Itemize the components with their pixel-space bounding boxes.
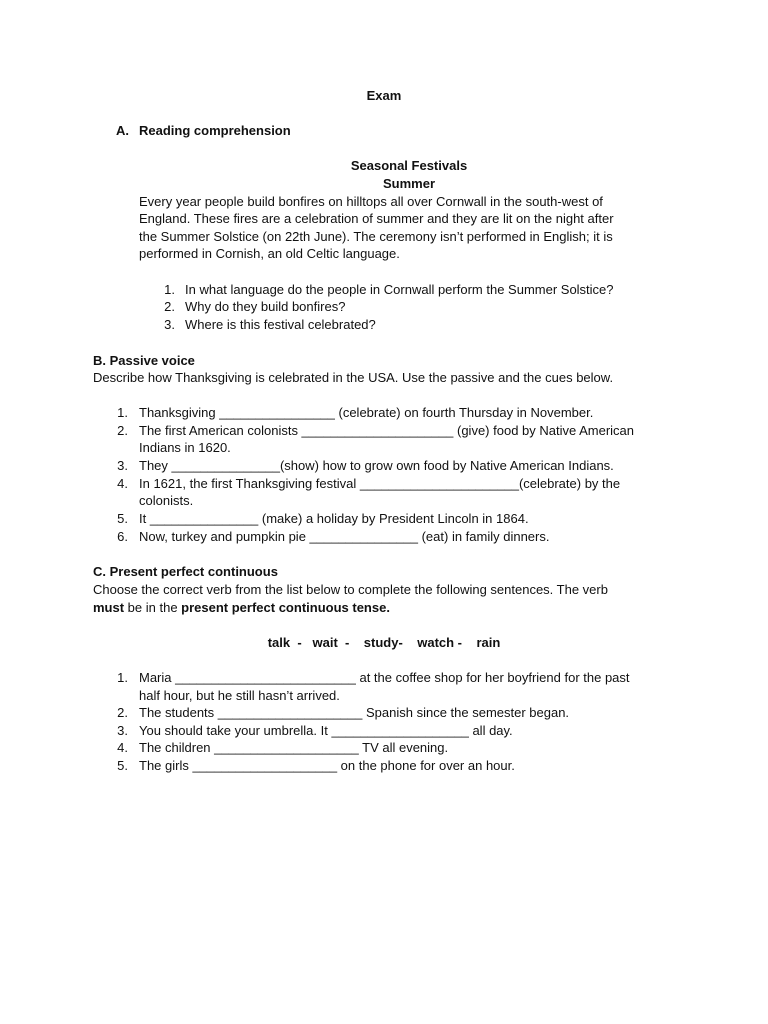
reading-title: Seasonal Festivals — [350, 158, 468, 173]
tense-emphasis: present perfect continuous tense. — [181, 600, 390, 615]
item-number: 4. — [117, 476, 128, 491]
exercise-item-continuation: colonists. — [139, 493, 194, 508]
exercise-item: Maria _________________________ at the coffee shop for her boyfriend for the past — [139, 670, 630, 685]
exercise-item-continuation: Indians in 1620. — [139, 440, 231, 455]
verb-list: talk - wait - study- watch - rain — [267, 635, 501, 650]
question-text: Where is this festival celebrated? — [185, 317, 376, 332]
item-number: 5. — [117, 758, 128, 773]
paragraph-line: Every year people build bonfires on hilltops all over Cornwall in the south-west of — [139, 194, 603, 209]
exercise-item: Thanksgiving ________________ (celebrate) on fourth Thursday in November. — [139, 405, 594, 420]
section-a-marker: A. — [116, 123, 129, 138]
item-number: 6. — [117, 529, 128, 544]
question-text: In what language do the people in Cornwall perform the Summer Solstice? — [185, 282, 614, 297]
exercise-item: They _______________(show) how to grow own food by Native American Indians. — [139, 458, 614, 473]
exercise-item: The students ____________________ Spanish since the semester began. — [139, 705, 570, 720]
must-emphasis: must — [93, 600, 125, 615]
exercise-item: You should take your umbrella. It ___________________ all day. — [139, 723, 513, 738]
item-number: 4. — [117, 740, 128, 755]
question-number: 2. — [164, 299, 175, 314]
item-number: 3. — [117, 458, 128, 473]
exercise-item: The children ____________________ TV all evening. — [139, 740, 449, 755]
paragraph-line: performed in Cornish, an old Celtic language. — [139, 246, 400, 261]
instructions-connector: be in the — [124, 600, 182, 615]
section-c-heading: C. Present perfect continuous — [93, 564, 278, 579]
question-number: 1. — [164, 282, 175, 297]
section-b-heading: B. Passive voice — [93, 353, 195, 368]
exercise-item: Now, turkey and pumpkin pie _______________ (eat) in family dinners. — [139, 529, 550, 544]
exercise-item: The first American colonists _____________________ (give) food by Native American — [139, 423, 635, 438]
item-number: 5. — [117, 511, 128, 526]
paragraph-line: the Summer Solstice (on 22th June). The ceremony isn’t performed in English; it is — [139, 229, 613, 244]
exercise-item: In 1621, the first Thanksgiving festival ______________________(celebrate) by the — [139, 476, 621, 491]
paragraph-line: England. These fires are a celebration of summer and they are lit on the night after — [139, 211, 614, 226]
section-c-instructions-line1: Choose the correct verb from the list below to complete the following sentences. The verb — [93, 582, 608, 597]
exercise-item: It _______________ (make) a holiday by President Lincoln in 1864. — [139, 511, 529, 526]
exercise-item-continuation: half hour, but he still hasn’t arrived. — [139, 688, 340, 703]
page-title: Exam — [366, 88, 402, 103]
section-b-instructions: Describe how Thanksgiving is celebrated in the USA. Use the passive and the cues below. — [93, 370, 614, 385]
item-number: 1. — [117, 670, 128, 685]
reading-subtitle: Summer — [382, 176, 436, 191]
item-number: 3. — [117, 723, 128, 738]
question-text: Why do they build bonfires? — [185, 299, 346, 314]
item-number: 1. — [117, 405, 128, 420]
exercise-item: The girls ____________________ on the phone for over an hour. — [139, 758, 515, 773]
item-number: 2. — [117, 423, 128, 438]
item-number: 2. — [117, 705, 128, 720]
question-number: 3. — [164, 317, 175, 332]
section-c-instructions-line2 — [93, 599, 390, 617]
section-a-heading: Reading comprehension — [139, 123, 291, 138]
